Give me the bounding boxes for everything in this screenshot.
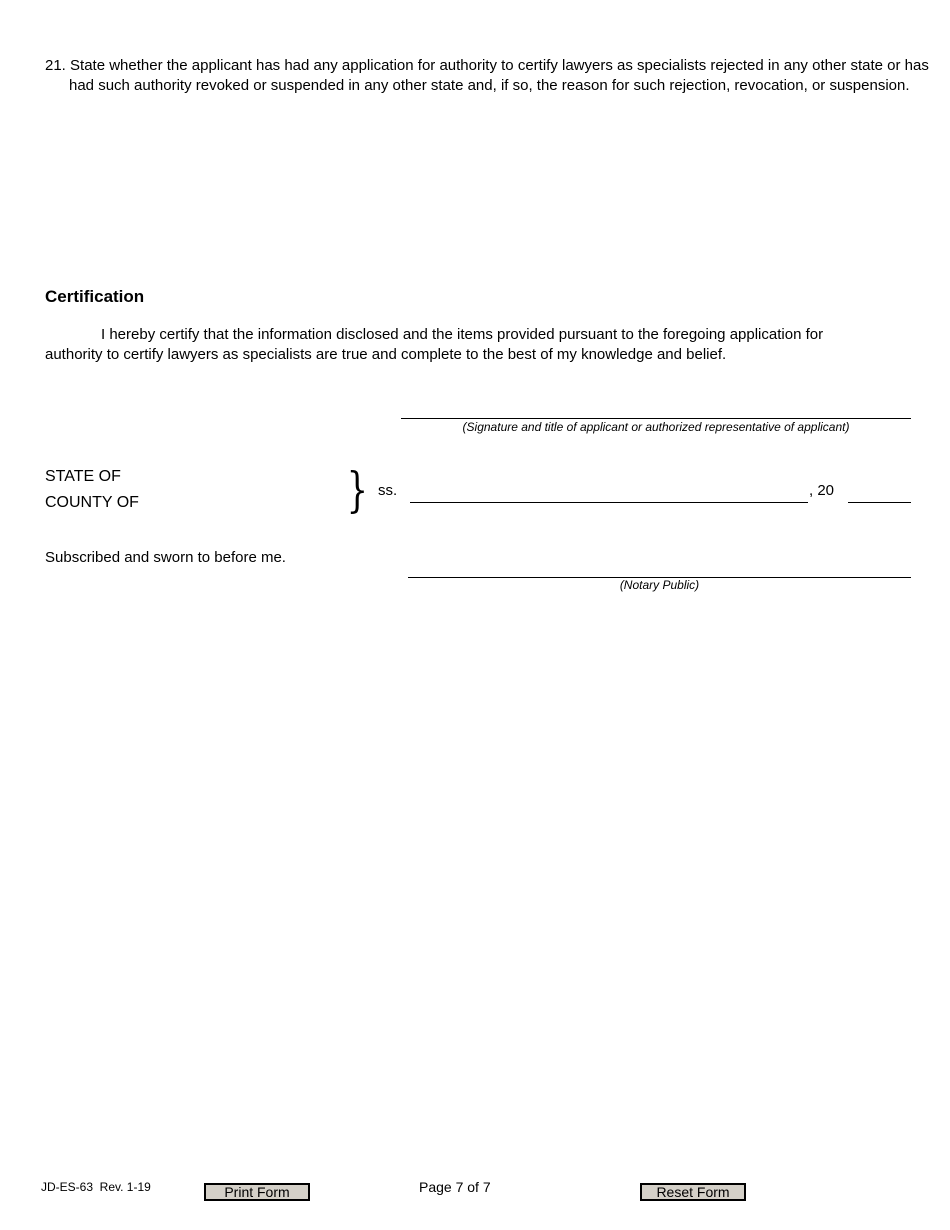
year-prefix: , 20	[809, 482, 835, 499]
question-21	[45, 56, 929, 95]
date-field[interactable]	[410, 483, 808, 502]
signature-caption: (Signature and title of applicant or authorized representative of applicant)	[462, 420, 850, 434]
page-number: Page 7 of 7	[419, 1179, 491, 1195]
print-form-button[interactable]: Print Form	[204, 1183, 310, 1201]
question-21-number: 21.	[45, 57, 66, 74]
year-field[interactable]	[848, 483, 911, 502]
date-underline	[410, 502, 808, 503]
question-21-answer-area[interactable]	[45, 118, 911, 278]
right-brace-icon: }	[346, 462, 368, 518]
subscribed-sworn-text: Subscribed and sworn to before me.	[45, 549, 286, 566]
notary-caption: (Notary Public)	[619, 578, 700, 592]
certification-statement: I hereby certify that the information disclosed and the items provided pursuant to the foregoing application for authority to certify lawyers as specialists are true and complete to the best of my knowledge and belief.	[45, 326, 824, 363]
county-of-label: COUNTY OF	[45, 494, 139, 511]
reset-form-button[interactable]: Reset Form	[640, 1183, 746, 1201]
signature-line[interactable]	[401, 418, 911, 419]
question-21-text: State whether the applicant has had any application for authority to certify lawyers as specialists rejected in any other state or has had such authority revoked or suspended in any other state and, if so, the reason for such rejection, revocation, or suspension.	[69, 57, 929, 94]
ss-label: ss.	[378, 482, 398, 499]
state-of-label: STATE OF	[45, 468, 121, 485]
year-underline	[848, 502, 911, 503]
certification-heading: Certification	[45, 287, 145, 306]
form-id: JD-ES-63 Rev. 1-19	[41, 1180, 151, 1194]
